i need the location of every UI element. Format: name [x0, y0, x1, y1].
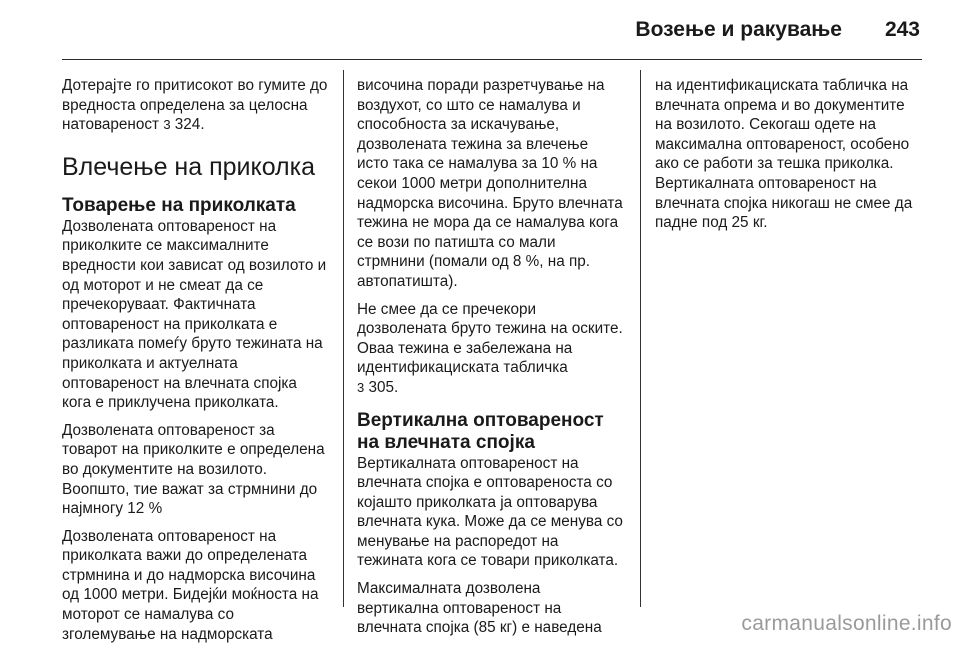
column-3: [655, 76, 921, 241]
header-rule: [62, 59, 922, 60]
arrow-ref-icon[interactable]: 3: [163, 117, 171, 133]
paragraph: височина поради разретчување на воздухот, со што се намалува и способноста за искачување, дозволената тежина за влечење исто така се намалува за 10 % на секои 1000 метри дополнителна надморска височина. Бруто влечната тежина не мора да се намалува кога се вози по патишта со мали стрмнини (помали од 8 %, на пр. автопатишта).: [357, 77, 623, 290]
intro-text: Дотерајте го притисокот во гумите до вредноста определена за целосна натовареност: [62, 77, 328, 134]
paragraph: на идентификациската табличка на влечната опрема и во документите на возилото. Секогаш одете на максимална оптовареност, особено ако се работи за тешка приколка. Вертикалната оптовареност на влечната спојка никогаш не смее да падне под 25 кг.: [655, 77, 913, 232]
column-2: [357, 76, 623, 646]
page-reference-link[interactable]: 324.: [174, 116, 205, 134]
page-header: [0, 0, 960, 62]
paragraph-text: Не смее да се пречекори дозволената бруто тежина на оските. Оваа тежина е забележана на идентификациската табличка: [357, 300, 623, 377]
paragraph: Максималната дозволена вертикална оптовареност на влечната спојка (85 кг) е наведена: [357, 580, 602, 637]
paragraph: Дозволената оптовареност на приколките се максималните вредности кои зависат од возилото и од моторот и не смеат да се пречекоруваат. Фактичната оптовареност на приколката е разликата помеѓу бруто тежината на приколката и актуелната оптовареност на влечната спојка кога е приклучена приколката.: [62, 217, 327, 412]
column-1: [62, 76, 328, 652]
column-divider: [640, 70, 641, 607]
watermark: carmanualsonline.info: [741, 612, 952, 635]
subsection-heading: Вертикална оптовареност на влечната спојка: [357, 409, 604, 453]
arrow-ref-icon[interactable]: 3: [357, 379, 365, 395]
paragraph: Дозволената оптовареност на приколката важи до определената стрмнина и до надморска височина од 1000 метри. Бидејќи моќноста на моторот се намалува со зголемување на надморската: [62, 527, 319, 643]
paragraph: Вертикалната оптовареност на влечната спојка е оптовареноста со којашто приколката ја оптоварува влечната кука. Може да се менува со менување на распоредот на тежината кога се товари приколката.: [357, 454, 623, 570]
subsection-heading: Товарење на приколката: [62, 194, 296, 216]
paragraph: [357, 300, 623, 398]
paragraph: Дозволената оптовареност за товарот на приколките е определена во документите на возилото. Воопшто, тие важат за стрмнини до најмногу 12 %: [62, 421, 325, 518]
column-divider: [343, 70, 344, 607]
page-number: 243: [884, 18, 920, 41]
page-reference-link[interactable]: 305.: [368, 378, 399, 396]
intro-paragraph: [62, 76, 328, 135]
section-heading: Влечење на приколка: [62, 152, 316, 181]
section-title: Возење и ракување: [635, 18, 842, 41]
